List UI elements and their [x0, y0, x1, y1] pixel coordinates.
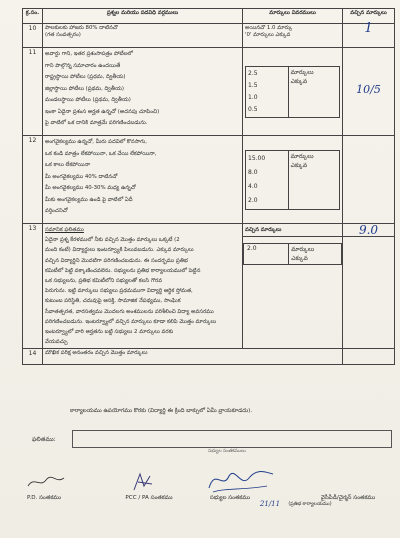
signature-area [0, 470, 400, 530]
header-question: ప్రశ్నల మరియు పదవిధి వర్గములు [43, 9, 243, 24]
marks-detail: అయినచో 1.0 మార్కు '0' మార్కులు ఎక్కువ [243, 24, 343, 48]
marks-detail: 2.5 1.5 1.0 0.5 మార్కులు ఎక్కువ [243, 48, 343, 136]
question-text: మౌఖిక పరీక్ష అనంతరం వచ్చిన మొత్తం మార్కులు [43, 349, 343, 365]
marks-detail: 15.00 8.0 4.0 2.0 మార్కులు ఎక్కువ [243, 136, 343, 224]
result-sublabel: సభ్యుల సంతకములు [208, 449, 246, 454]
pcc-signature-icon [130, 470, 160, 494]
question-text: అంగవైకల్యము ఉన్నచో, మీరు పదవిలో కొనసాగు, ఒక కండి మాత్రం లేకపోయినా, ఒక చేయి లేకపోయినా, ఒక కాలు లేకపోయినా మీ అంగవైకల్యము 40% దాటినచో మీ అంగవైకల్యము 40-30% మధ్య ఉన్నచో మీకు అంగవైకల్యము ఉండి పై వాటిలో ఏదీ వర్తించనిచో [43, 136, 243, 224]
member-signature-icon [205, 466, 275, 496]
obtained-marks-subheader: వచ్చిన మార్కులు [243, 224, 342, 237]
marks-obtained: 1 [343, 24, 395, 48]
marks-obtained [343, 349, 395, 365]
header-marks-obtained: వచ్చిన మార్కులు [343, 9, 395, 24]
pcc-signature-label: PCC / PA సంతకము [125, 495, 173, 501]
header-sno: క్ర.సం. [23, 9, 43, 24]
header-marks-detail: మార్కులు వివరములు [243, 9, 343, 24]
row-number: 14 [23, 349, 43, 365]
row-number: 11 [23, 48, 43, 136]
table-row-14 [23, 349, 395, 365]
table-row-10 [23, 24, 395, 48]
row-number: 13 [23, 224, 43, 349]
marks-obtained: 10/5 [343, 48, 395, 136]
marks-obtained [343, 136, 395, 224]
pd-signature-icon [26, 474, 66, 490]
office-use-note: కార్యాలయము ఉపయోగము కొరకు (విద్యార్థి ఈ క్రింది బాక్సులో ఏమీ వ్రాయకూడదు). [70, 408, 253, 414]
marks-group-label: మార్కులు ఎక్కువ [288, 150, 339, 209]
question-text: సమానిక ఫలితము ఏదైనా ప్రశ్న కేరళములో నీకు వచ్చిన మొత్తం మార్కులు ఒక్కటే (2 మంది కంటే) విద్యార్థులు ఇంటర్వ్యూకి పిలువబడును. ఎక్కువ మార్కులు వచ్చిన విద్యార్థిని మొదటిగా పరిగణించబడును. ఈ సందర్భము ప్రతిభ కమిటీలో పెట్టి వక్కాణించవలెను. సభ్యులను ప్రతిభ కార్యాలయములో పెట్టిన ఒక సభ్యులను, ప్రతిభ కమిటీలోని సభ్యులతో కలసి గౌరవ పెరుగును. ఇట్టి మార్కులు సభ్యులు ప్రథమముగా విద్యార్థి ఆర్థిక స్తోమత, కుటుంబ పరిస్థితి, చదువుపై ఆసక్తి, సామాజిక నేపథ్యము, సాంఘిక సేవాతత్పరత, వారసత్వము మొదలగు అంశములను పరిశీలించి విద్యా అవసరము పరిగణించబడును. ఇంటర్వ్యూలో వచ్చిన మార్కులు కూడా కలిపి మొత్తం మార్కులు ఇంటర్వ్యూలో వారి అర్హతను బట్టి సభ్యులు 2 మార్కులు వరకు వేయవచ్చు [43, 224, 243, 349]
marks-table [22, 8, 395, 365]
member-signature-date: 21/11 [259, 500, 281, 508]
pd-signature-label: P.D. సంతకము [26, 495, 62, 501]
question-text: పాలకులకు హాజరు 80% దాటినచో (గత సంవత్సరం) [43, 24, 243, 48]
question-text: అవార్డు గాని, ఇతర ప్రశంసాపత్రం పోటీలలో గాని పాల్గొన్న సమాచారం ఉందయితే రాష్ట్రస్థాయి పోటీలు (ప్రథమ, ద్వితీయ) జిల్లాస్థాయి పోటీలు (ప్రథమ, ద్వితీయ) మండలస్థాయి పోటీలు (ప్రథమ, ద్వితీయ) ఇంకా ఏదైనా ప్రశంస అర్హత ఉన్నచో (అదనపు చూపించి) పై వాటిలో ఒక దానికి మాత్రమే పరిగణించబడును. [43, 48, 243, 136]
table-row-11 [23, 48, 395, 136]
marks-group-label: మార్కులు ఎక్కువ [288, 66, 339, 117]
table-row-12 [23, 136, 395, 224]
row-number: 12 [23, 136, 43, 224]
marks-group-label: మార్కులు ఎక్కువ [289, 244, 342, 265]
member-signature-note: (ప్రతిభ కార్యాలయము) [288, 502, 332, 507]
chairman-signature-label: వైసీపీడీ/చైర్మన్ సంతకము [320, 495, 376, 501]
table-header-row [23, 9, 395, 24]
result-box [72, 430, 392, 448]
table-row-13 [23, 224, 395, 349]
result-label: ఫలితము: [32, 436, 56, 443]
marks-detail: వచ్చిన మార్కులు 2.0 మార్కులు ఎక్కువ [243, 224, 343, 349]
marks-obtained: 9.0 [343, 224, 395, 349]
row-number: 10 [23, 24, 43, 48]
member-signature-label: సభ్యుల సంతకము [209, 495, 251, 501]
